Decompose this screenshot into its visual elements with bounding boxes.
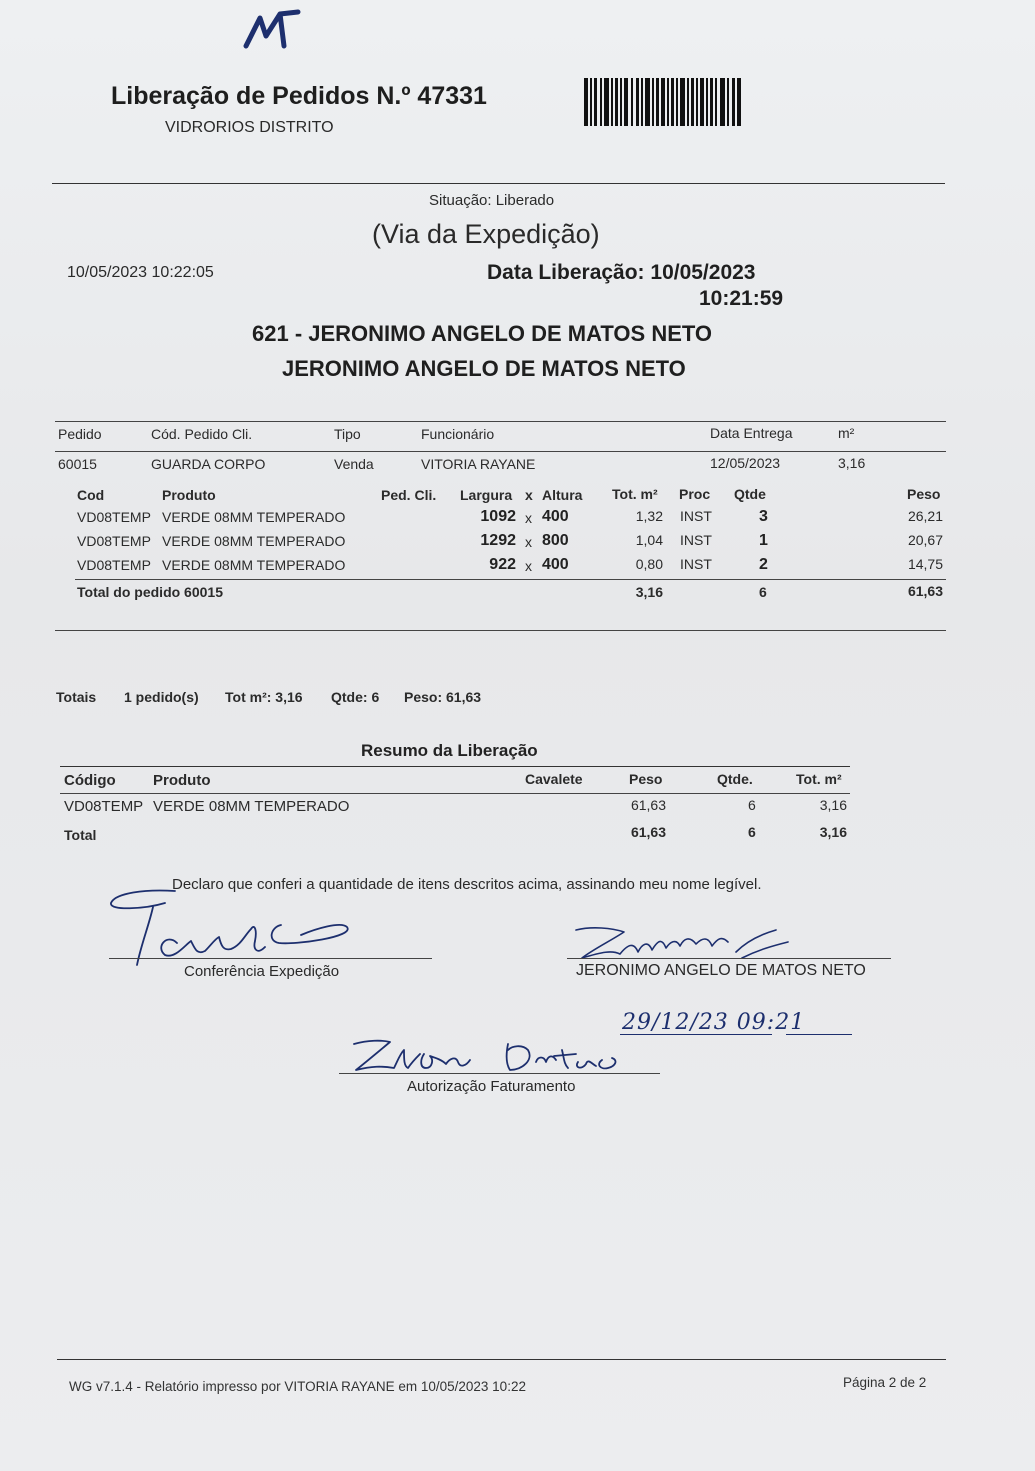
table-row-2-x: x <box>525 534 532 550</box>
resumo-total-tot-m2: 3,16 <box>819 824 847 840</box>
data-liberacao-time: 10:21:59 <box>699 287 784 310</box>
conferencia-label: Conferência Expedição <box>184 963 340 980</box>
table-row-2-proc: INST <box>680 532 712 548</box>
table-row-2-peso: 20,67 <box>907 532 943 548</box>
totais-label: Totais <box>56 689 97 705</box>
order-table-header-line <box>55 451 946 452</box>
items-col-peso: Peso <box>907 486 941 502</box>
col-m2: m² <box>838 425 855 441</box>
items-col-proc: Proc <box>679 486 711 502</box>
order-table-top-line <box>55 421 946 422</box>
table-row-1-x: x <box>525 510 532 526</box>
totais-peso: Peso: 61,63 <box>404 689 482 705</box>
handwritten-date-underline <box>620 1034 772 1035</box>
footer-divider <box>57 1359 946 1360</box>
resumo-header-line <box>60 793 850 794</box>
conferencia-signature-line <box>109 958 432 959</box>
resumo-top-line <box>60 766 850 767</box>
items-col-largura: Largura <box>460 487 513 503</box>
document-title: Liberação de Pedidos N.º 47331 <box>111 82 487 110</box>
table-row-2-produto: VERDE 08MM TEMPERADO <box>162 533 346 549</box>
table-row-3-produto: VERDE 08MM TEMPERADO <box>162 557 346 573</box>
items-col-ped-cli: Ped. Cli. <box>381 487 437 503</box>
totais-pedidos: 1 pedido(s) <box>124 689 199 705</box>
declaration-text: Declaro que conferi a quantidade de itens descritos acima, assinando meu nome legível. <box>172 876 762 893</box>
table-row-1-produto: VERDE 08MM TEMPERADO <box>162 509 346 525</box>
table-row-3-proc: INST <box>680 556 712 572</box>
col-tipo: Tipo <box>334 426 361 442</box>
handwritten-date: 29/12/23 09:21 <box>622 1010 806 1035</box>
items-col-altura: Altura <box>542 487 583 503</box>
table-row-3-x: x <box>525 558 532 574</box>
table-row-3-altura: 400 <box>542 556 569 573</box>
table-row-1-cod: VD08TEMP <box>77 509 151 525</box>
barcode-icon <box>584 78 741 126</box>
resumo-row-peso: 61,63 <box>630 797 666 813</box>
items-col-cod: Cod <box>77 487 105 503</box>
order-data-entrega: 12/05/2023 <box>710 455 781 471</box>
items-col-tot-m2: Tot. m² <box>612 486 658 502</box>
client-signature-line <box>567 958 891 959</box>
table-row-1-largura: 1092 <box>480 508 516 525</box>
table-row-1-proc: INST <box>680 508 712 524</box>
resumo-title: Resumo da Liberação <box>361 741 538 760</box>
table-row-2-qtde: 1 <box>759 532 768 549</box>
items-total-qtde: 6 <box>759 584 767 600</box>
client-line-2: JERONIMO ANGELO DE MATOS NETO <box>282 356 686 381</box>
order-m2: 3,16 <box>838 455 866 471</box>
table-row-3-qtde: 2 <box>759 556 768 573</box>
resumo-row-produto: VERDE 08MM TEMPERADO <box>153 798 350 815</box>
items-col-produto: Produto <box>162 487 216 503</box>
print-datetime: 10/05/2023 10:22:05 <box>67 264 214 281</box>
table-row-2-altura: 800 <box>542 532 569 549</box>
col-cod-pedido-cli: Cód. Pedido Cli. <box>151 426 253 442</box>
items-total-line <box>75 579 946 580</box>
resumo-col-codigo: Código <box>64 772 116 789</box>
resumo-row-codigo: VD08TEMP <box>64 798 144 815</box>
resumo-col-peso: Peso <box>629 771 663 787</box>
order-tipo: Venda <box>334 456 374 472</box>
table-row-3-tot-m2: 0,80 <box>635 556 663 572</box>
table-row-2-cod: VD08TEMP <box>77 533 151 549</box>
resumo-total-peso: 61,63 <box>630 824 666 840</box>
col-pedido: Pedido <box>58 426 102 442</box>
table-row-1-qtde: 3 <box>759 508 768 525</box>
table-row-3-largura: 922 <box>489 556 516 573</box>
table-row-1-altura: 400 <box>542 508 569 525</box>
col-data-entrega: Data Entrega <box>710 425 793 441</box>
items-bottom-line <box>55 630 946 631</box>
table-row-1-peso: 26,21 <box>907 508 943 524</box>
table-row-1-tot-m2: 1,32 <box>635 508 663 524</box>
resumo-col-tot-m2: Tot. m² <box>796 771 842 787</box>
status-situacao: Situação: Liberado <box>429 192 555 209</box>
resumo-row-tot-m2: 3,16 <box>819 797 847 813</box>
totais-qtde: Qtde: 6 <box>331 689 380 705</box>
client-line-1: 621 - JERONIMO ANGELO DE MATOS NETO <box>252 321 713 346</box>
table-row-2-largura: 1292 <box>480 532 516 549</box>
resumo-row-qtde: 6 <box>748 797 756 813</box>
items-col-qtde: Qtde <box>734 486 766 502</box>
resumo-total-qtde: 6 <box>748 824 756 840</box>
handwritten-time-underline <box>786 1034 852 1035</box>
items-total-tot-m2: 3,16 <box>635 584 663 600</box>
header-divider <box>52 183 945 184</box>
company-name: VIDRORIOS DISTRITO <box>165 119 334 136</box>
signature-client <box>572 920 792 968</box>
footer-page-number: Página 2 de 2 <box>843 1375 927 1390</box>
autorizacao-label: Autorização Faturamento <box>407 1078 576 1095</box>
order-cod-pedido-cli: GUARDA CORPO <box>151 456 266 472</box>
resumo-col-qtde: Qtde. <box>717 771 753 787</box>
footer-printed-by: WG v7.1.4 - Relatório impresso por VITORIA RAYANE em 10/05/2023 10:22 <box>69 1379 526 1394</box>
signature-autorizacao <box>338 1030 638 1078</box>
totais-tot-m2: Tot m²: 3,16 <box>225 689 303 705</box>
table-row-3-peso: 14,75 <box>907 556 943 572</box>
items-total-label: Total do pedido 60015 <box>77 584 223 600</box>
col-funcionario: Funcionário <box>421 426 495 442</box>
autorizacao-signature-line <box>339 1073 660 1074</box>
via-label: (Via da Expedição) <box>372 219 600 249</box>
order-pedido: 60015 <box>58 456 97 472</box>
table-row-2-tot-m2: 1,04 <box>635 532 663 548</box>
resumo-total-label: Total <box>64 827 97 843</box>
client-signature-label: JERONIMO ANGELO DE MATOS NETO <box>576 962 866 979</box>
resumo-col-cavalete: Cavalete <box>525 771 583 787</box>
data-liberacao: Data Liberação: 10/05/2023 <box>487 261 756 284</box>
order-funcionario: VITORIA RAYANE <box>421 456 536 472</box>
items-total-peso: 61,63 <box>907 583 943 599</box>
resumo-col-produto: Produto <box>153 772 211 789</box>
items-col-x: x <box>525 487 533 503</box>
handwritten-initial-mark <box>240 6 310 54</box>
table-row-3-cod: VD08TEMP <box>77 557 151 573</box>
